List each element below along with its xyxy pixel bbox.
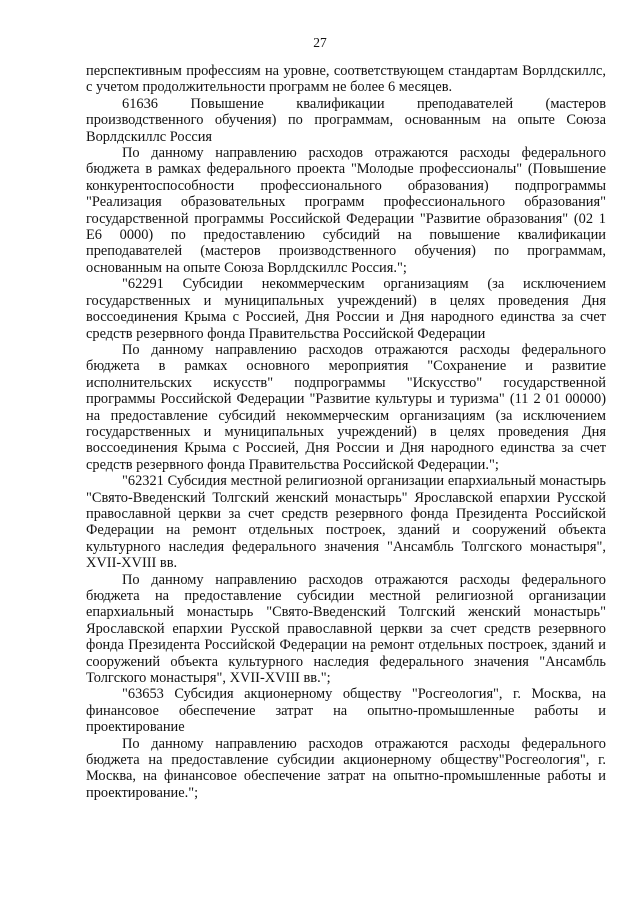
paragraph-62321-description: По данному направлению расходов отражаются расходы федерального бюджета на предоставление субсидии местной религиозной организации епархиальный монастырь "Свято-Введенский Толгский женский монастырь" Ярославской епархии Русской православной церкви за счет средств резервного фонда Президента Российской Федерации на ремонт отдельных построек, зданий и сооружений объекта культурного наследия федерального значения "Ансамбль Толгского монастыря", XVII-XVIII вв."; [86, 571, 606, 687]
paragraph-61636-description: По данному направлению расходов отражаются расходы федерального бюджета в рамках федерального проекта "Молодые профессионалы" (Повышение конкурентоспособности профессионального образования) подпрограммы "Реализация образовательных программ профессионального образования" государственной программы Российской Федерации "Развитие образования" (02 1 Е6 0000) по предоставлению субсидий на повышение квалификации преподавателей (мастеров производственного обучения) по программам, основанным на опыте Союза Ворлдскиллс Россия."; [86, 145, 606, 276]
paragraph-62291-heading: "62291 Субсидии некоммерческим организациям (за исключением государственных и муниципальных учреждений) в целях проведения Дня воссоединения Крыма с Россией, Дня России и Дня народного единства за счет средств резервного фонда Правительства Российской Федерации [86, 276, 606, 342]
paragraph-62321-heading: "62321 Субсидия местной религиозной организации епархиальный монастырь "Свято-Введенский Толгский женский монастырь" Ярославской епархии Русской православной церкви за счет средств резервного фонда Президента Российской Федерации на ремонт отдельных построек, зданий и сооружений объекта культурного наследия федерального значения "Ансамбль Толгского монастыря", XVII-XVIII вв. [86, 473, 606, 572]
paragraph-61636-heading: 61636 Повышение квалификации преподавателей (мастеров производственного обучения) по программам, основанным на опыте Союза Ворлдскиллс Россия [86, 95, 606, 145]
document-body [86, 63, 606, 801]
page-number: 27 [313, 35, 327, 50]
paragraph-62291-description: По данному направлению расходов отражаются расходы федерального бюджета в рамках основного мероприятия "Сохранение и развитие исполнительских искусств" подпрограммы "Искусство" государственной программы Российской Федерации "Развитие культуры и туризма" (11 2 01 00000) на предоставление субсидий некоммерческим организациям (за исключением государственных и муниципальных учреждений) в целях проведения Дня воссоединения Крыма с Россией, Дня России и Дня народного единства за счет средств резервного фонда Правительства Российской Федерации."; [86, 341, 606, 473]
paragraph-63653-heading: "63653 Субсидия акционерному обществу "Росгеология", г. Москва, на финансовое обеспечение затрат на опытно-промышленные работы и проектирование [86, 686, 606, 736]
paragraph-continuation: перспективным профессиям на уровне, соответствующем стандартам Ворлдскиллс, с учетом продолжительности программ не более 6 месяцев. [86, 63, 606, 96]
paragraph-63653-description: По данному направлению расходов отражаются расходы федерального бюджета на предоставление субсидии акционерному обществу"Росгеология", г. Москва, на финансовое обеспечение затрат на опытно-промышленные работы и проектирование."; [86, 735, 606, 801]
